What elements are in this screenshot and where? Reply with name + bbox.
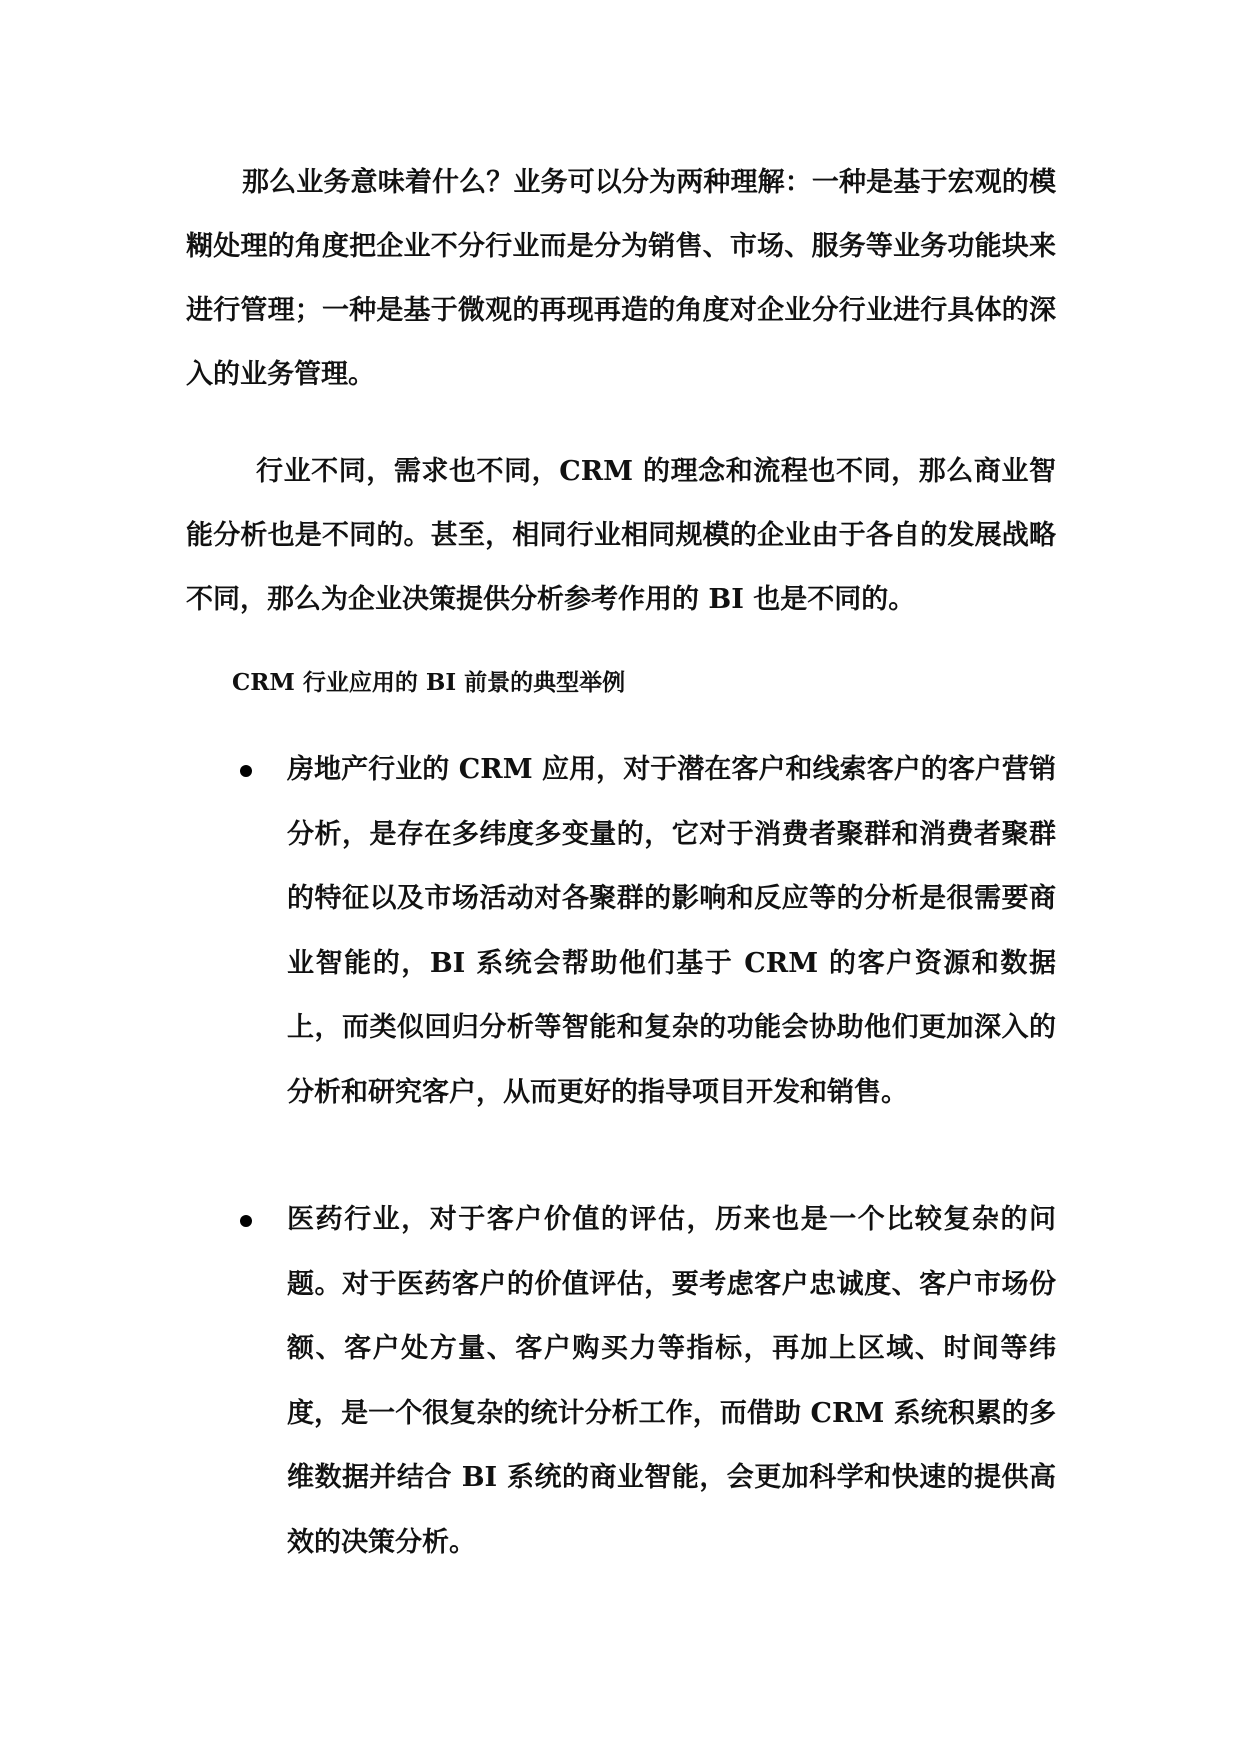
list-item-text: 医药行业，对于客户价值的评估，历来也是一个比较复杂的问题。对于医药客户的价值评估，要考虑客户忠诚度、客户市场份额、客户处方量、客户购买力等指标，再加上区域、时间等纬度，是一个很复杂的统计分析工作，而借助 CRM 系统积累的多维数据并结合 BI 系统的商业智能，会更加科学和快速的提供高效的决策分析。 — [287, 1204, 1056, 1558]
bullet-icon — [240, 1215, 252, 1227]
list-item-pharma — [240, 1188, 1056, 1575]
list-item-text: 房地产行业的 CRM 应用，对于潜在客户和线索客户的客户营销分析，是存在多纬度多变量的，它对于消费者聚群和消费者聚群的特征以及市场活动对各聚群的影响和反应等的分析是很需要商业智能的，BI 系统会帮助他们基于 CRM 的客户资源和数据上，而类似回归分析等智能和复杂的功能会协助他们更加深入的分析和研究客户，从而更好的指导项目开发和销售。 — [287, 754, 1056, 1108]
list-item-real-estate — [240, 738, 1056, 1125]
paragraph-industry-difference: 行业不同，需求也不同，CRM 的理念和流程也不同，那么商业智能分析也是不同的。甚至，相同行业相同规模的企业由于各自的发展战略不同，那么为企业决策提供分析参考作用的 BI 也是不同的。 — [186, 456, 1056, 615]
section-heading: CRM 行业应用的 BI 前景的典型举例 — [232, 669, 626, 696]
paragraph-business-meaning: 那么业务意味着什么？业务可以分为两种理解：一种是基于宏观的模糊处理的角度把企业不分行业而是分为销售、市场、服务等业务功能块来进行管理；一种是基于微观的再现再造的角度对企业分行业进行具体的深入的业务管理。 — [186, 167, 1056, 390]
bullet-icon — [240, 765, 252, 777]
